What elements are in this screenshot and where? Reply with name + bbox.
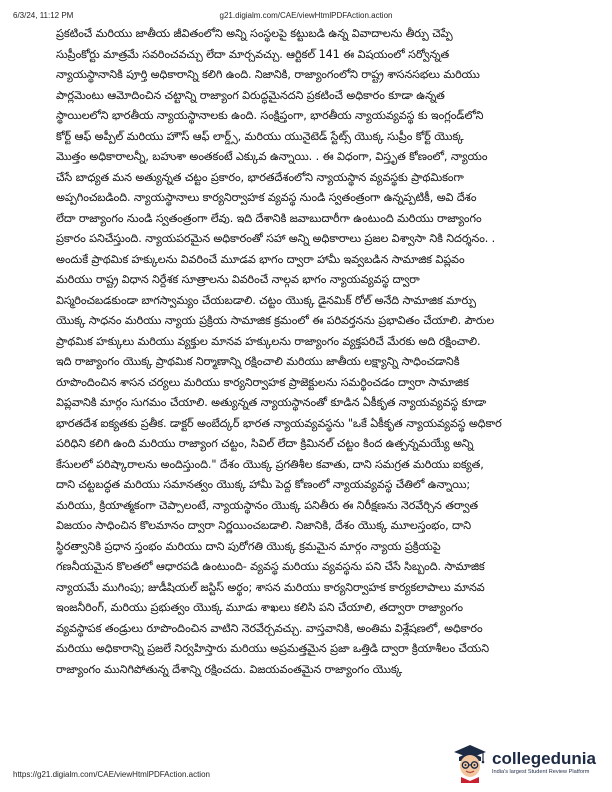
print-header (0, 11, 612, 25)
print-footer-url: https://g21.digialm.com/CAE/viewHtmlPDFAction.action (13, 770, 210, 779)
text-line: ఇంజనీరింగ్, మరియు ప్రభుత్వం యొక్క మూడు శాఖలు కలిసి పని చేయాలి, తద్వారా రాజ్యాంగం (56, 601, 463, 614)
text-line: యొక్క సాధనం మరియు న్యాయ ప్రక్రియ సామాజిక క్రమంలో ఈ పరివర్తనను ప్రభావితం చేయాలి. పౌరుల (56, 314, 495, 327)
text-line: మరియు రాష్ట్ర విధాన నిర్దేశక సూత్రాలను వివరించే నాల్గవ భాగం న్యాయవ్యవస్థ ద్వారా (56, 273, 420, 286)
print-header-url: g21.digialm.com/CAE/viewHtmlPDFAction.action (219, 11, 393, 20)
graduate-mascot-icon (452, 743, 488, 783)
text-line: దాని చట్టబద్ధత మరియు సమానత్వం యొక్క హామీ పెద్ద కోణంలో న్యాయవ్యవస్థ చేతిలో ఉన్నాయి; (56, 478, 471, 491)
collegedunia-watermark (452, 740, 604, 786)
text-line: స్థాయిలలోని భారతీయ న్యాయస్థానాలకు ఉంది. సంక్షిప్తంగా, భారతీయ న్యాయవ్యవస్థ కు ఇంగ్లండ్‌లోని (56, 109, 484, 122)
text-line: సుప్రీంకోర్టు మాత్రమే సవరించవచ్చు లేదా మార్చవచ్చు. ఆర్టికల్ 141 ఈ విషయంలో సర్వోన్నత (56, 47, 450, 61)
text-line: అప్పగించబడింది. న్యాయస్థానాలు కార్యనిర్వాహక వ్యవస్థ నుండి స్వతంత్రంగా ఉన్నప్పటికీ, అవి దేశం (56, 191, 477, 204)
text-line: అందుకే ప్రాథమిక హక్కులను వివరించే మూడవ భాగం ద్వారా హామీ ఇవ్వబడిన సామాజిక విప్లవం (56, 252, 465, 266)
text-line: విజయం సాధించిన కొలమానం ద్వారా నిర్ణయించబడాలి. నిజానికి, దేశం యొక్క మూలస్తంభం, దాని (56, 519, 471, 532)
text-line: ఇది రాజ్యాంగం యొక్క ప్రాథమిక నిర్మాణాన్ని రక్షించాలి మరియు జాతీయ లక్ష్యాన్ని సాధించడానికి (56, 355, 460, 368)
print-timestamp: 6/3/24, 11:12 PM (13, 11, 74, 20)
text-line: పరిధిని కలిగి ఉంది మరియు రాజ్యాంగ చట్టం, సివిల్ లేదా క్రిమినల్ చట్టం కింద ఉత్పన్నమయ్యే అన్ని (56, 437, 474, 450)
text-line: రూపొందించిన శాసన చర్యలు మరియు కార్యనిర్వాహక ప్రాజెక్టులను సమర్థించడం ద్వారా సామాజిక (56, 375, 469, 389)
text-line: వ్యవస్థాపక తండ్రులు రూపొందించిన వాటిని నెరవేర్చవచ్చు. వాస్తవానికి, అంతిమ విశ్లేషణలో, అధికారం (56, 621, 483, 635)
text-line: కోర్ట్ ఆఫ్ అప్పీల్ మరియు హౌస్ ఆఫ్ లార్డ్స్, మరియు యునైటెడ్ స్టేట్స్ యొక్క సుప్రీం కోర్ట్ యొక్క (56, 129, 464, 143)
text-line: స్థిరత్వానికి ప్రధాన స్తంభం మరియు దాని పురోగతి యొక్క క్రమమైన మార్గం న్యాయ ప్రక్రియపై (56, 539, 441, 553)
watermark-brand: collegedunia (492, 749, 596, 768)
text-line: చేసే బాధ్యత మన అత్యున్నత చట్టం ప్రకారం, భారతదేశంలోని న్యాయస్థాన వ్యవస్థకు ప్రాథమికంగా (56, 170, 464, 184)
text-line: మొత్తం అధికారాలన్నీ, బహుశా అంతకంటే ఎక్కువ ఉన్నాయి. . ఈ విధంగా, విస్తృత కోణంలో, న్యాయం (56, 150, 488, 163)
text-line: మరియు అధికారాన్ని ప్రజలే నిర్వహిస్తారు మరియు అప్రమత్తమైన ప్రజా ఒత్తిడి ద్వారా క్రియాశీలం చేయని (56, 642, 489, 655)
text-line: గణనీయమైన కొలతలో ఆధారపడి ఉంటుంది- వ్యవస్థ మరియు వ్యవస్థను పని చేసే సిబ్బంది. సామాజిక (56, 560, 485, 573)
text-line: విస్మరించబడకుండా బాగస్వామ్యం చేయబడాలి. చట్టం యొక్క డైనమిక్ రోల్ అనేది సామాజిక మార్పు (56, 293, 476, 307)
text-line: ప్రాథమిక హక్కులు మరియు వ్యక్తుల మానవ హక్కులను రాజ్యాంగం వ్యక్తపరిచే మేరకు అది రక్షించాలి. (56, 334, 481, 348)
text-line: మరియు, క్రియాత్మకంగా చెప్పాలంటే, న్యాయస్థానం యొక్క పనితీరు ఈ నిరీక్షణను నెరవేర్చిన తర్వాత (56, 498, 478, 512)
text-line: రాజ్యాంగం మునిగిపోతున్న దేశాన్ని రక్షించదు. విజయవంతమైన రాజ్యాంగం యొక్క (56, 662, 403, 676)
text-line: న్యాయమే ముగింపు; జుడీషియల్ జస్టిస్ అర్థం; శాసన మరియు కార్యనిర్వాహక కార్యకలాపాలు మానవ (56, 580, 485, 594)
text-line: ప్రకారం పనిచేస్తుంది. న్యాయపరమైన అధికారంతో సహా అన్ని అధికారాలు ప్రజల విశ్వాసా నికి నిదర్శనం. . (56, 232, 496, 245)
watermark-tagline: India's largest Student Review Platform (492, 769, 590, 775)
text-line: న్యాయస్థానానికి పూర్తి అధికారాన్ని కలిగి ఉంది. నిజానికి, రాజ్యాంగంలోని రాష్ట్ర శాసనసభలు మరియు (56, 68, 480, 81)
text-line: లేదా రాజ్యాంగం నుండి స్వతంత్రంగా లేవు. ఇది దేశానికి జవాబుదారీగా ఉంటుంది మరియు రాజ్యాంగం (56, 211, 482, 225)
text-line: పార్లమెంటు ఆమోదించిన చట్టాన్ని రాజ్యాంగ విరుద్ధమైనదని ప్రకటించే అధికారం కూడా ఉన్నత (56, 88, 445, 102)
document-body (56, 24, 556, 736)
text-line: విప్లవానికి మార్గం సుగమం చేయాలి. అత్యున్నత న్యాయస్థానంతో కూడిన ఏకీకృత న్యాయవ్యవస్థ కూడా (56, 396, 487, 409)
text-line: కేసులలో పరిష్కారాలను అందిస్తుంది." దేశం యొక్క ప్రగతిశీల కవాతు, దాని సమగ్రత మరియు ఐక్యత, (56, 457, 484, 471)
text-line: భారతదేశ ఐక్యతకు ప్రతీక. డాక్టర్ అంబేద్కర్ భారత న్యాయవ్యవస్థను "ఒకే ఏకీకృత న్యాయవ్యవస్థ అధికార (56, 416, 502, 430)
text-line: ప్రకటించే మరియు జాతీయ జీవితంలోని అన్ని సంస్థలపై కట్టుబడి ఉన్న వివాదాలను తీర్పు చెప్పే (56, 27, 453, 40)
